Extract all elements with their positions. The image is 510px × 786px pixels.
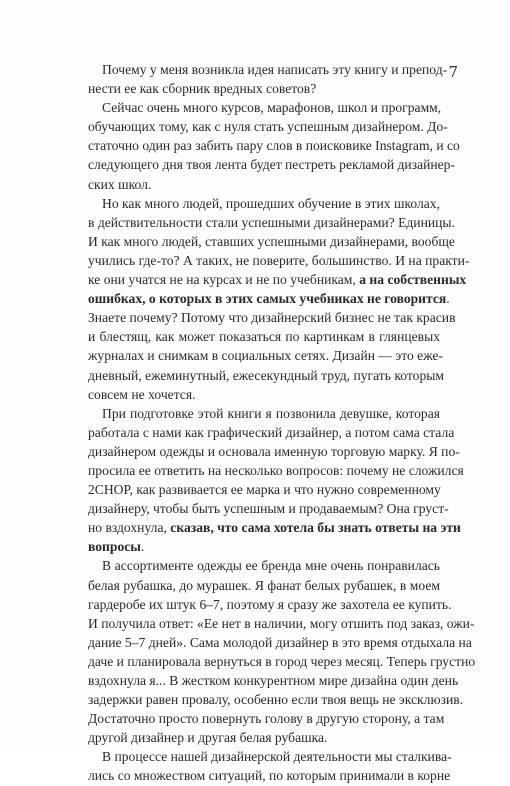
text-line: другой дизайнер и другая белая рубашка. [88, 730, 328, 746]
text-line: ских школ. [88, 176, 152, 192]
text-line: Сейчас очень много курсов, марафонов, школ и программ, [102, 100, 442, 116]
text-line: статочно один раз забить пару слов в поисковике Instagram, и со [88, 138, 460, 154]
text-line: И как много людей, ставших успешными дизайнерами, вообще [88, 233, 455, 249]
emphasis-text: вопросы [88, 539, 141, 555]
text-line: дизайнеру, чтобы быть успешным и продаваемым? Она груст- [88, 501, 449, 517]
paragraph-6 [88, 747, 452, 785]
text-line: При подготовке этой книги я позвонила девушке, которая [102, 405, 440, 421]
text-line: дневный, ежеминутный, ежесекундный труд, пугать которым [88, 367, 444, 383]
text-line: дание 5–7 дней». Сама молодой дизайнер в это время отдыхала на [88, 634, 472, 650]
paragraph-3 [88, 194, 470, 404]
text-line: В процессе нашей дизайнерской деятельности мы сталкива- [102, 749, 452, 765]
paragraph-2 [88, 98, 460, 193]
text-line: лись со множеством ситуаций, по которым принимали в корне [88, 768, 451, 784]
text-line: совсем не хочется. [88, 386, 196, 402]
text-line: нести ее как сборник вредных советов? [88, 81, 317, 97]
text-line: учились где-то? А таких, не поверите, большинство. И на практи- [88, 252, 470, 268]
text-line: Достаточно просто повернуть голову в другую сторону, а там [88, 711, 445, 727]
body-text [88, 60, 476, 786]
text-line: белая рубашка, до мурашек. Я фанат белых рубашек, в моем [88, 577, 440, 593]
text-line: дизайнером одежды и основала именную торговую марку. Я по- [88, 443, 460, 459]
text-line: гардеробе их штук 6–7, поэтому я сразу же захотела ее купить. [88, 596, 452, 612]
emphasis-text: ошибках, о которых в этих самых учебниках не говорится [88, 291, 447, 307]
text-line: Почему у меня возникла идея написать эту книгу и препод- [102, 62, 448, 77]
emphasis-text: а на собственных [359, 272, 467, 288]
text-line: В ассортименте одежды ее бренда мне очень понравилась [102, 558, 440, 574]
text-line: ке они учатся не на курсах и не по учебникам, а на собственных [88, 272, 467, 288]
text-line: и блестящ, как может показаться по картинкам в глянцевых [88, 329, 440, 345]
paragraph-1 [88, 60, 448, 98]
text-line: задержки равен провалу, особенно если твоя вещь не эксклюзив. [88, 692, 464, 708]
text-line: просила ее ответить на несколько вопросов: почему не сложился [88, 462, 464, 478]
text-line: но вздохнула, сказав, что сама хотела бы знать ответы на эти [88, 520, 461, 536]
text-line: Знаете почему? Потому что дизайнерский бизнес не так красив [88, 310, 456, 326]
emphasis-text: сказав, что сама хотела бы знать ответы на эти [170, 520, 461, 536]
text-line: 2CHOP, как развивается ее марка и что нужно современному [88, 482, 441, 498]
text-line: ошибках, о которых в этих самых учебниках не говорится. [88, 291, 450, 307]
paragraph-4 [88, 404, 464, 557]
text-line: вопросы. [88, 539, 145, 555]
text-line: даче и планировала вернуться в город через месяц. Теперь грустно [88, 653, 476, 669]
text-line: в действительности стали успешными дизайнерами? Единицы. [88, 214, 455, 230]
text-line: работала с нами как графический дизайнер, а потом сама стала [88, 424, 455, 440]
text-line: И получила ответ: «Ее нет в наличии, могу отшить под заказ, ожи- [88, 615, 475, 631]
text-line: Но как много людей, прошедших обучение в этих школах, [102, 195, 440, 211]
text-line: обучающих тому, как с нуля стать успешным дизайнером. До- [88, 119, 448, 135]
text-line: вздохнула я... В жестком конкурентном мире дизайна один день [88, 673, 459, 688]
text-line: следующего дня твоя лента будет пестреть рекламой дизайнер- [88, 157, 456, 173]
text-line: журналах и снимкам в социальных сетях. Дизайн — это еже- [88, 348, 443, 364]
paragraph-5 [88, 556, 476, 747]
page-number: 7 [448, 63, 458, 81]
